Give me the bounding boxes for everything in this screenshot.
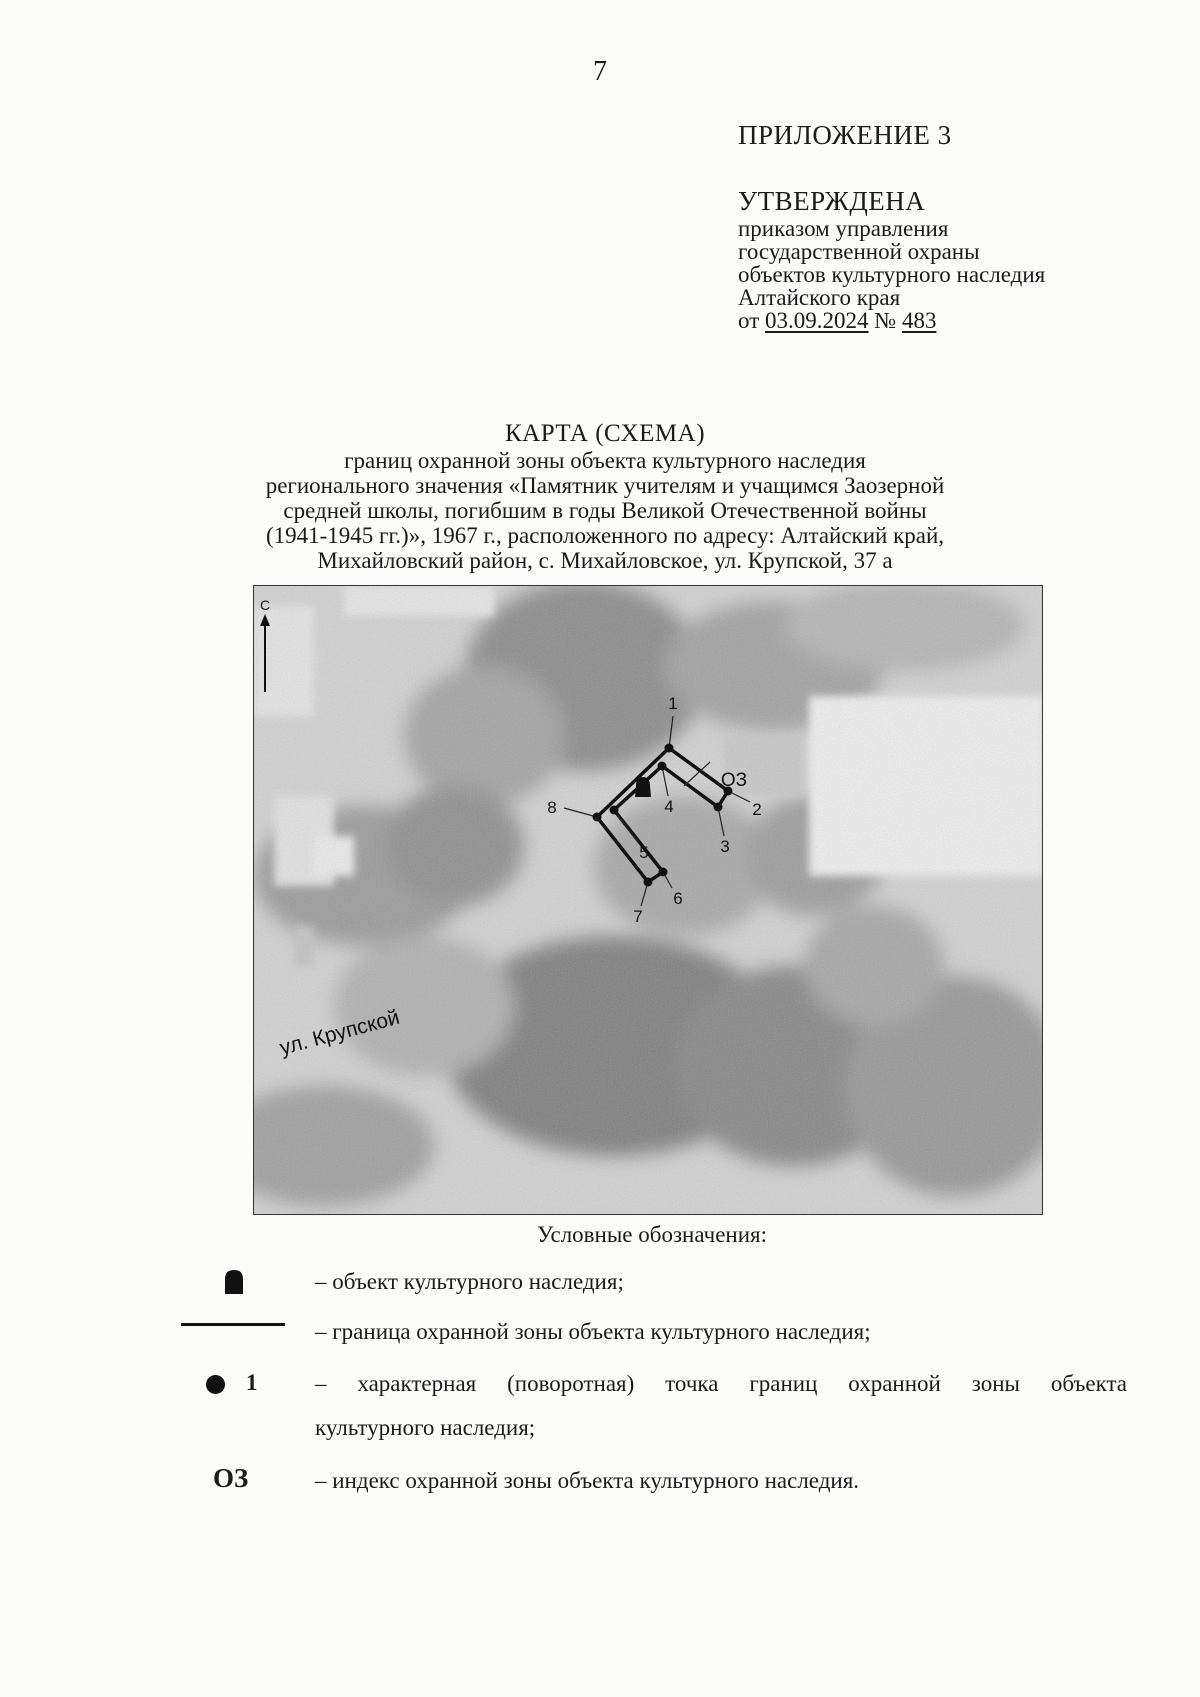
monument-icon bbox=[635, 777, 651, 797]
order-number-sign: № bbox=[874, 308, 897, 333]
zone-label: ОЗ bbox=[720, 770, 748, 791]
turning-point bbox=[659, 868, 668, 877]
approved-by-line: объектов культурного наследия bbox=[738, 262, 1046, 287]
approved-by-line: приказом управления bbox=[738, 216, 949, 241]
legend-text-point-cont: культурного наследия; bbox=[315, 1415, 536, 1440]
point-label: 1 bbox=[668, 694, 678, 713]
map-subtitle-line: Михайловский район, с. Михайловское, ул. Крупской, 37 а bbox=[317, 548, 893, 573]
turning-point bbox=[658, 762, 667, 771]
map-subtitle-line: границ охранной зоны объекта культурного наследия bbox=[344, 448, 866, 473]
appendix-label: ПРИЛОЖЕНИЕ 3 bbox=[738, 120, 952, 150]
legend-text-object: – объект культурного наследия; bbox=[315, 1269, 624, 1294]
boundary-line-symbol bbox=[181, 1323, 285, 1326]
approved-label: УТВЕРЖДЕНА bbox=[738, 186, 926, 216]
map-title: КАРТА (СХЕМА) bbox=[504, 420, 706, 447]
point-label: 7 bbox=[633, 907, 643, 926]
approval-block bbox=[738, 185, 1178, 332]
order-date: 03.09.2024 bbox=[765, 308, 869, 333]
point-label: 5 bbox=[639, 843, 649, 862]
map-subtitle-line: средней школы, погибшим в годы Великой Отечественной войны bbox=[283, 498, 927, 523]
map-subtitle-line: регионального значения «Памятник учителям и учащимся Заозерной bbox=[265, 473, 945, 498]
turning-point bbox=[593, 813, 602, 822]
point-label: 2 bbox=[752, 800, 762, 819]
point-label: 6 bbox=[673, 889, 683, 908]
zone-index-symbol: ОЗ bbox=[213, 1463, 249, 1493]
map-title-block bbox=[180, 420, 1030, 573]
point-label: 3 bbox=[720, 837, 730, 856]
monument-icon bbox=[221, 1269, 247, 1295]
legend-text-point: – характерная (поворотная) точка границ охранной зоны объекта bbox=[315, 1371, 1127, 1396]
north-label: С bbox=[259, 597, 271, 613]
approved-by-line: государственной охраны bbox=[738, 239, 980, 264]
turning-point bbox=[665, 744, 674, 753]
turning-point bbox=[714, 803, 723, 812]
aerial-photo-map bbox=[254, 586, 1042, 1214]
point-dot-symbol-label: 1 bbox=[246, 1370, 258, 1395]
legend-text-zone-index: – индекс охранной зоны объекта культурного наследия. bbox=[315, 1468, 860, 1493]
turning-point bbox=[644, 878, 653, 887]
legend-text-boundary: – граница охранной зоны объекта культурного наследия; bbox=[315, 1319, 871, 1344]
legend-title: Условные обозначения: bbox=[536, 1222, 768, 1247]
approved-by-line: Алтайского края bbox=[738, 285, 901, 310]
point-label: 4 bbox=[664, 797, 674, 816]
map-subtitle-line: (1941-1945 гг.)», 1967 г., расположенного по адресу: Алтайский край, bbox=[265, 523, 945, 548]
map-scheme bbox=[253, 585, 1043, 1215]
street-label: ул. Крупской bbox=[277, 1005, 402, 1060]
point-label: 8 bbox=[547, 798, 557, 817]
order-number: 483 bbox=[901, 308, 937, 333]
page-number: 7 bbox=[593, 56, 607, 87]
order-prefix: от bbox=[738, 308, 760, 333]
turning-point bbox=[610, 806, 619, 815]
point-dot-symbol bbox=[206, 1375, 225, 1394]
order-line bbox=[738, 309, 1178, 332]
